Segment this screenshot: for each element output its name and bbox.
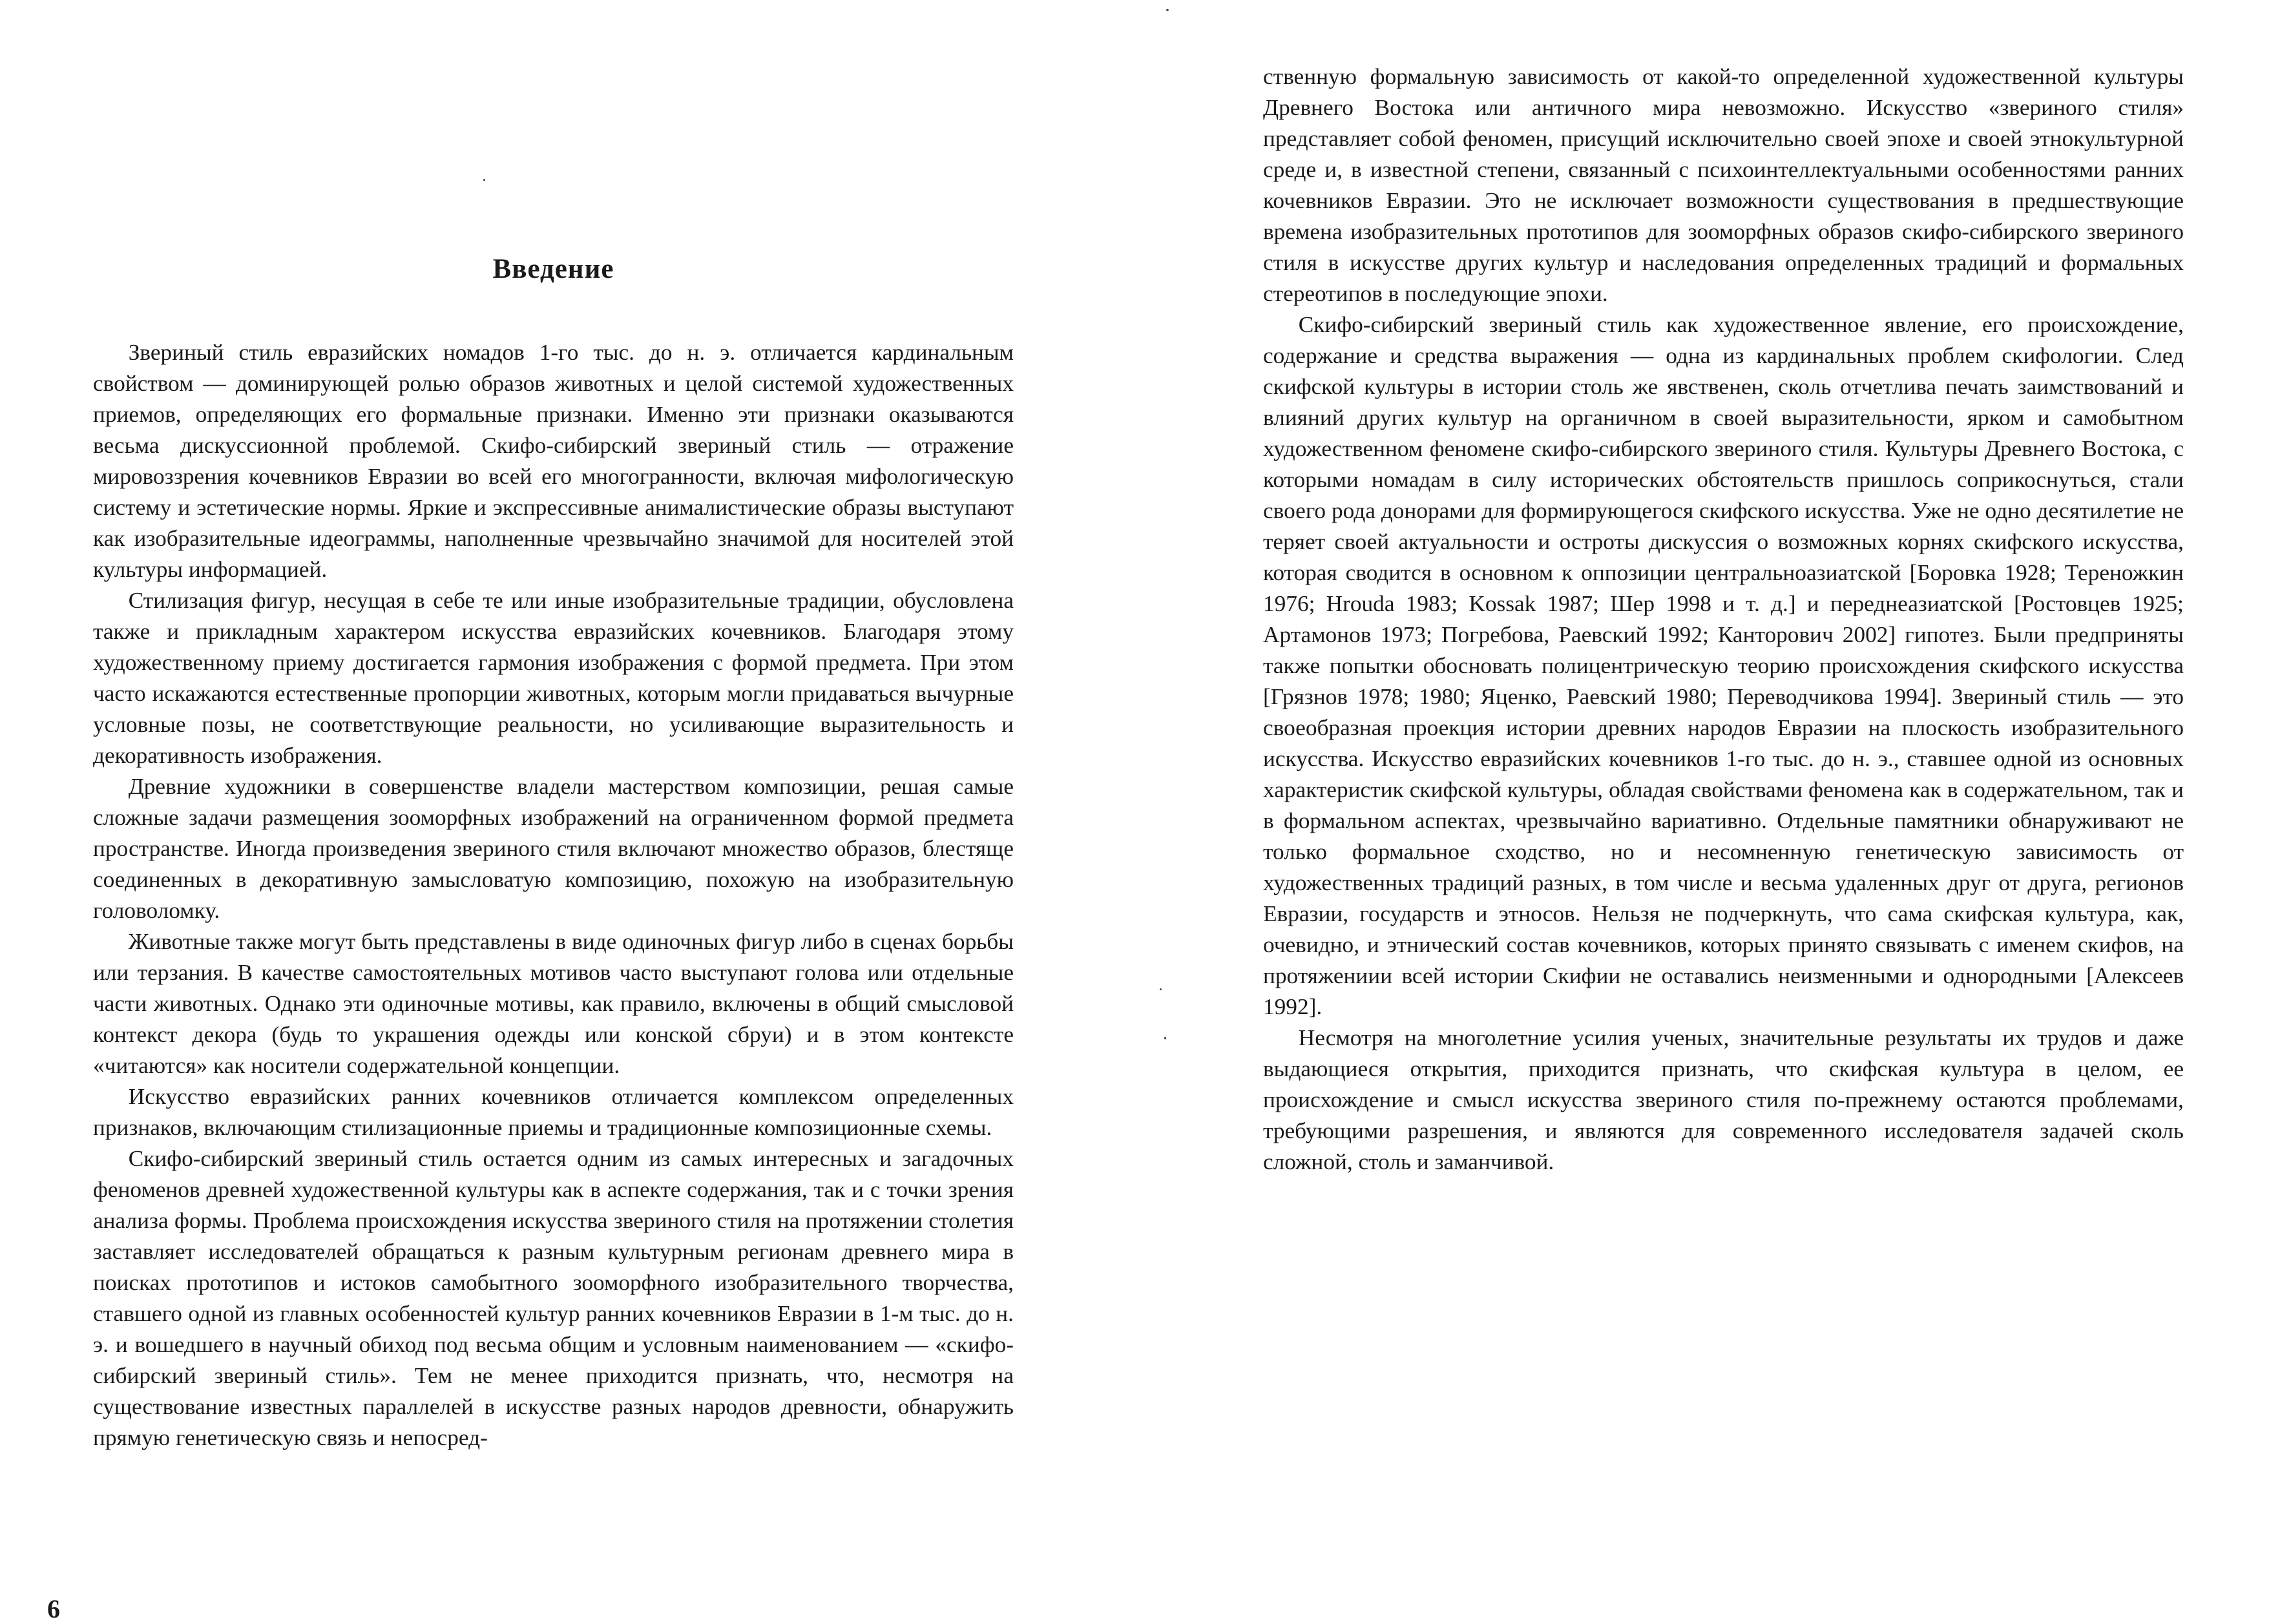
- paragraph: Животные также могут быть представлены в виде одиночных фигур либо в сценах борьбы или терзания. В качестве самостоятельных мотивов часто выступают голова или отдельные части животных. Однако эти одиночные мотивы, как правило, включены в общий смысловой контекст декора (будь то украшения одежды или конской сбруи) и в этом контексте «читаются» как носители содержательной концепции.: [93, 929, 1014, 1078]
- left-page: [0, 0, 1140, 1623]
- paragraph: Несмотря на многолетние усилия ученых, значительные результаты их трудов и даже выдающиеся открытия, приходится признать, что скифская культура в целом, ее происхождение и смысл искусства звериного стиля по-прежнему остаются проблемами, требующими разрешения, и являются для современного исследователя задачей сколь сложной, столь и заманчивой.: [1263, 1025, 2184, 1174]
- paragraph: Стилизация фигур, несущая в себе те или иные изобразительные традиции, обусловлена также и прикладным характером искусства евразийских кочевников. Благодаря этому художественному приему достигается гармония изображения с формой предмета. При этом часто искажаются естественные пропорции животных, которым могли придаваться вычурные условные позы, не соответствующие реальности, но усиливающие выразительность и декоративность изображения.: [93, 588, 1014, 768]
- left-text-column: [93, 337, 1014, 1453]
- right-page: [1140, 0, 2280, 1623]
- right-text-column: [1263, 61, 2184, 1178]
- scan-speck: [1166, 9, 1169, 11]
- scan-speck: [1164, 1037, 1166, 1039]
- paragraph: Скифо-сибирский звериный стиль как художественное явление, его происхождение, содержание и средства выражения — одна из кардинальных проблем скифологии. След скифской культуры в истории столь же явственен, сколь отчетлива печать заимствований и влияний других культур на органичном в своей выразительности, ярком и самобытном художественном феномене скифо-сибирского звериного стиля. Культуры Древнего Востока, с которыми номадам в силу исторических обстоятельств пришлось соприкоснуться, стали своего рода донорами для формирующегося скифского искусства. Уже не одно десятилетие не теряет своей актуальности и остроты дискуссия о возможных корнях скифского искусства, которая сводится в основном к оппозиции центральноазиатской [Боровка 1928; Тереножкин 1976; Hrouda 1983; Kossak 1987; Шер 1998 и т. д.] и переднеазиатской [Ростовцев 1925; Артамонов 1973; Погребова, Раевский 1992; Канторович 2002] гипотез. Были предприняты также попытки обосновать полицентрическую теорию происхождения скифского искусства [Грязнов 1978; 1980; Яценко, Раевский 1980; Переводчикова 1994]. Звериный стиль — это своеобразная проекция истории древних народов Евразии на плоскость изобразительного искусства. Искусство евразийских кочевников 1-го тыс. до н. э., ставшее одной из основных характеристик скифской культуры, обладая свойствами феномена как в содержательном, так и в формальном аспектах, чрезвычайно вариативно. Отдельные памятники обнаруживают не только формальное сходство, но и несомненную генетическую зависимость от художественных традиций разных, в том числе и весьма удаленных друг от друга, регионов Евразии, государств и этносов. Нельзя не подчеркнуть, что сама скифская культура, как, очевидно, и этнический состав кочевников, которых принято связывать с именем скифов, на протяжениии всей истории Скифии не оставались неизменными и однородными [Алексеев 1992].: [1263, 312, 2184, 1019]
- page-number: 6: [47, 1594, 60, 1623]
- chapter-title: Введение: [492, 254, 614, 284]
- paragraph: Искусство евразийских ранних кочевников отличается комплексом определенных признаков, включающим стилизационные приемы и традиционные композиционные схемы.: [93, 1084, 1014, 1140]
- scan-speck: [483, 179, 485, 181]
- paragraph: ственную формальную зависимость от какой-то определенной художественной культуры Древнего Востока или античного мира невозможно. Искусство «звериного стиля» представляет собой феномен, присущий исключительно своей эпохе и своей этнокультурной среде и, в известной степени, связанный с психоинтеллектуальными особенностями ранних кочевников Евразии. Это не исключает возможности существования в предшествующие времена изобразительных прототипов для зооморфных образов скифо-сибирского звериного стиля в искусстве других культур и наследования определенных традиций и формальных стереотипов в последующие эпохи.: [1263, 64, 2184, 306]
- scan-speck: [1160, 988, 1162, 990]
- paragraph: Скифо-сибирский звериный стиль остается одним из самых интересных и загадочных феноменов древней художественной культуры как в аспекте содержания, так и с точки зрения анализа формы. Проблема происхождения искусства звериного стиля на протяжении столетия заставляет исследователей обращаться к разным культурным регионам древнего мира в поисках прототипов и истоков самобытного зооморфного изобразительного творчества, ставшего одной из главных особенностей культур ранних кочевников Евразии в 1-м тыс. до н. э. и вошедшего в научный обиход под весьма общим и условным наименованием — «скифо-сибирский звериный стиль». Тем не менее приходится признать, что, несмотря на существование известных параллелей в искусстве разных народов древности, обнаружить прямую генетическую связь и непосред-: [93, 1146, 1014, 1450]
- paragraph: Звериный стиль евразийских номадов 1-го тыс. до н. э. отличается кардинальным свойством — доминирующей ролью образов животных и целой системой художественных приемов, определяющих его формальные признаки. Именно эти признаки оказываются весьма дискуссионной проблемой. Скифо-сибирский звериный стиль — отражение мировоззрения кочевников Евразии во всей его многогранности, включая мифологическую систему и эстетические нормы. Яркие и экспрессивные анималистические образы выступают как изобразительные идеограммы, наполненные чрезвычайно значимой для носителей этой культуры информацией.: [93, 340, 1014, 582]
- paragraph: Древние художники в совершенстве владели мастерством композиции, решая самые сложные задачи размещения зооморфных изображений на ограниченном формой предмета пространстве. Иногда произведения звериного стиля включают множество образов, блестяще соединенных в декоративную замысловатую композицию, похожую на изобразительную головоломку.: [93, 774, 1014, 923]
